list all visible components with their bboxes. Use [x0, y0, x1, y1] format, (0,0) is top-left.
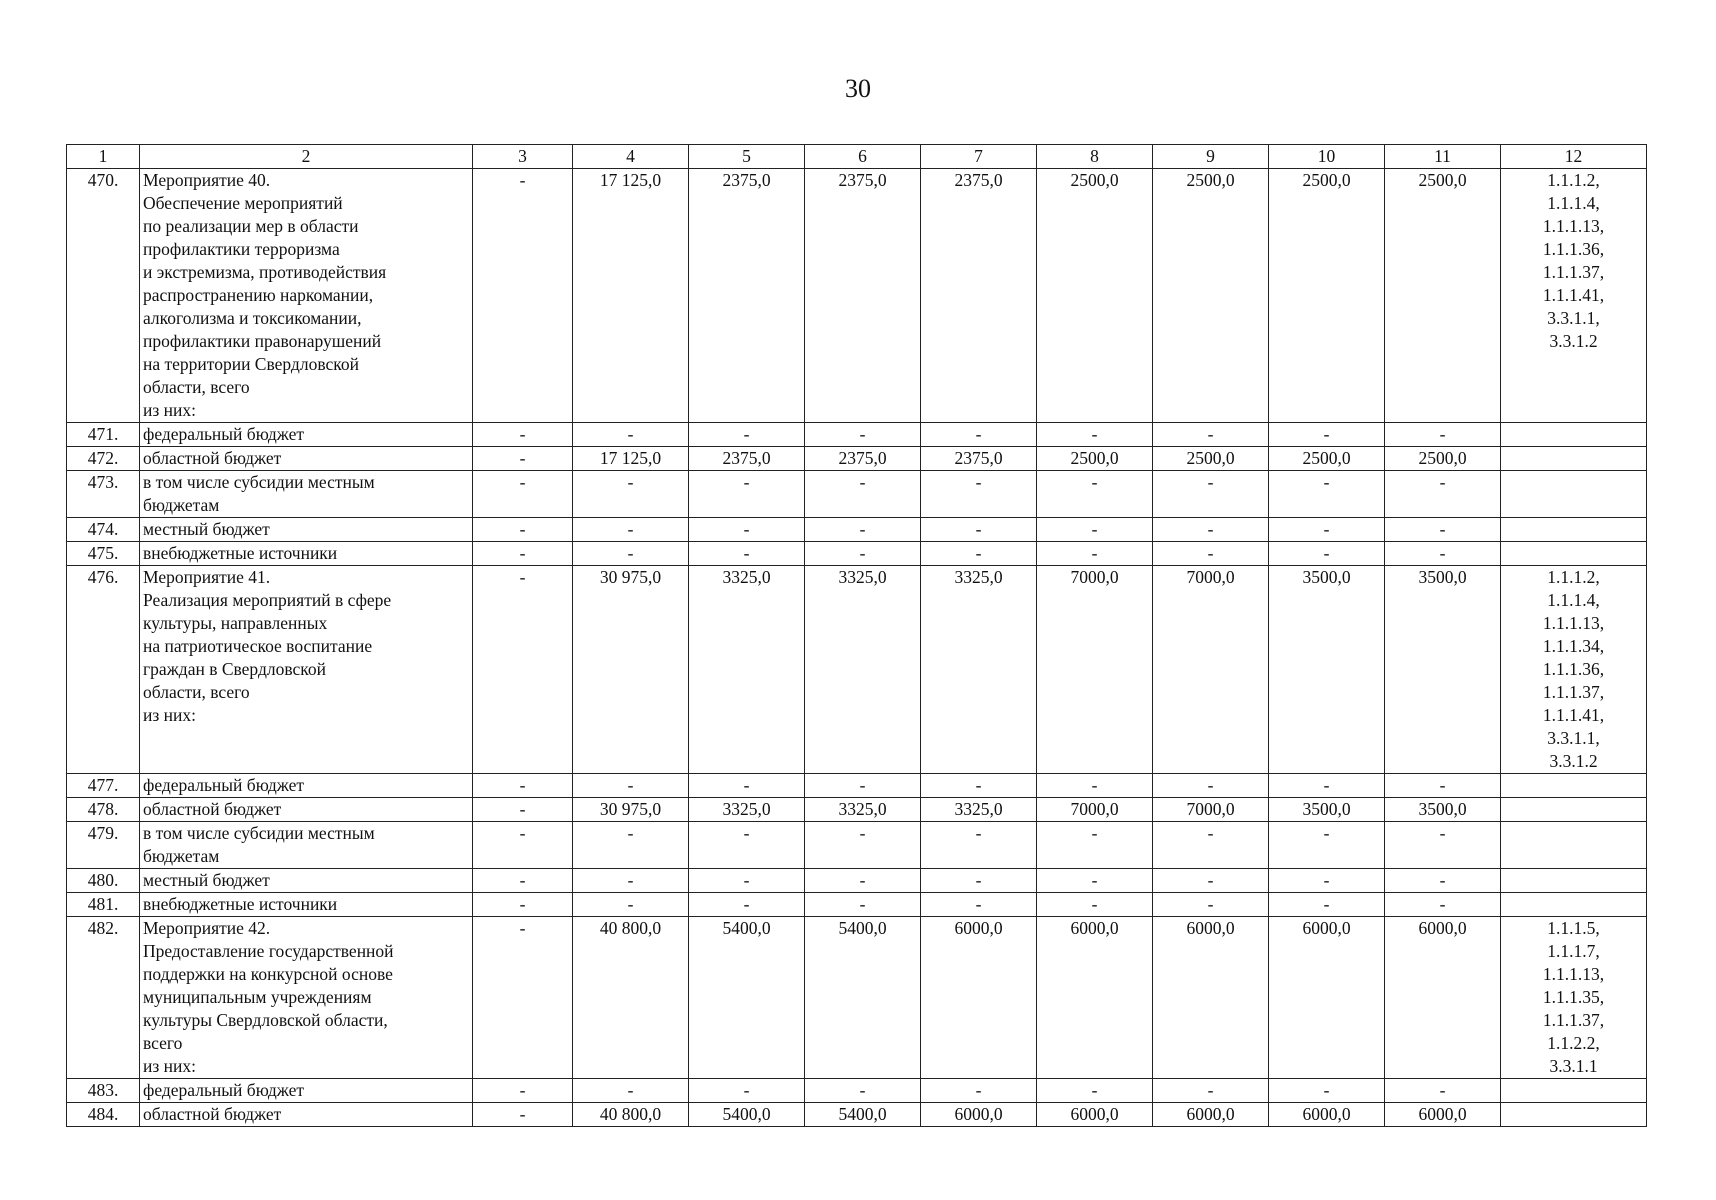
- row-name-cell: [140, 1079, 473, 1103]
- value-cell-col-9: -: [1153, 518, 1269, 542]
- value-cell-col-6: 5400,0: [805, 1103, 921, 1127]
- row-number: 475.: [67, 542, 140, 566]
- target-refs-cell: [1501, 471, 1647, 518]
- value-cell-col-6: -: [805, 1079, 921, 1103]
- value-cell-col-6: 5400,0: [805, 917, 921, 1079]
- row-name-line: федеральный бюджет: [143, 1080, 305, 1100]
- value-cell-col-3: -: [473, 423, 573, 447]
- target-ref: 1.1.1.2,: [1547, 567, 1600, 587]
- value-cell-col-3: -: [473, 169, 573, 423]
- value-cell-col-4: -: [573, 542, 689, 566]
- col-header-11: 11: [1385, 145, 1501, 169]
- value-cell-col-6: -: [805, 893, 921, 917]
- value-cell-col-8: -: [1037, 1079, 1153, 1103]
- row-name-line: области, всего: [143, 682, 250, 702]
- row-name-line: Мероприятие 40.: [143, 170, 271, 190]
- value-cell-col-9: -: [1153, 1079, 1269, 1103]
- row-number: 482.: [67, 917, 140, 1079]
- row-name-line: области, всего: [143, 377, 250, 397]
- target-ref: 1.1.1.37,: [1542, 682, 1605, 702]
- table-row: [67, 566, 1647, 774]
- value-cell-col-10: -: [1269, 774, 1385, 798]
- row-name-line: областной бюджет: [143, 1104, 282, 1124]
- value-cell-col-7: 3325,0: [921, 566, 1037, 774]
- row-name-cell: [140, 893, 473, 917]
- value-cell-col-10: 3500,0: [1269, 566, 1385, 774]
- value-cell-col-4: 17 125,0: [573, 169, 689, 423]
- value-cell-col-6: 3325,0: [805, 566, 921, 774]
- value-cell-col-8: 6000,0: [1037, 1103, 1153, 1127]
- value-cell-col-11: -: [1385, 518, 1501, 542]
- row-number: 476.: [67, 566, 140, 774]
- target-ref: 1.1.1.2,: [1547, 170, 1600, 190]
- value-cell-col-10: -: [1269, 1079, 1385, 1103]
- value-cell-col-11: -: [1385, 423, 1501, 447]
- value-cell-col-8: -: [1037, 893, 1153, 917]
- value-cell-col-6: -: [805, 542, 921, 566]
- row-name-line: культуры Свердловской области,: [143, 1010, 388, 1030]
- target-ref: 1.1.1.7,: [1547, 941, 1600, 961]
- value-cell-col-5: 3325,0: [689, 798, 805, 822]
- value-cell-col-6: 2375,0: [805, 447, 921, 471]
- col-header-9: 9: [1153, 145, 1269, 169]
- target-ref: 1.1.1.4,: [1547, 193, 1600, 213]
- value-cell-col-3: -: [473, 917, 573, 1079]
- col-header-1: 1: [67, 145, 140, 169]
- row-name-line: внебюджетные источники: [143, 543, 338, 563]
- row-number: 472.: [67, 447, 140, 471]
- target-ref: 1.1.1.36,: [1542, 659, 1605, 679]
- table-row: [67, 869, 1647, 893]
- row-name-line: Предоставление государственной: [143, 941, 394, 961]
- row-name-line: на территории Свердловской: [143, 354, 359, 374]
- target-ref: 1.1.1.4,: [1547, 590, 1600, 610]
- value-cell-col-4: -: [573, 423, 689, 447]
- value-cell-col-5: -: [689, 518, 805, 542]
- value-cell-col-9: 7000,0: [1153, 566, 1269, 774]
- row-number: 478.: [67, 798, 140, 822]
- value-cell-col-4: 17 125,0: [573, 447, 689, 471]
- col-header-8: 8: [1037, 145, 1153, 169]
- value-cell-col-4: -: [573, 471, 689, 518]
- value-cell-col-6: 3325,0: [805, 798, 921, 822]
- value-cell-col-5: -: [689, 869, 805, 893]
- table-row: [67, 893, 1647, 917]
- row-name-line: распространению наркомании,: [143, 285, 374, 305]
- row-number: 479.: [67, 822, 140, 869]
- value-cell-col-10: -: [1269, 893, 1385, 917]
- row-name-line: Реализация мероприятий в сфере: [143, 590, 392, 610]
- value-cell-col-11: 6000,0: [1385, 1103, 1501, 1127]
- row-name-line: местный бюджет: [143, 519, 270, 539]
- row-name-line: муниципальным учреждениям: [143, 987, 372, 1007]
- value-cell-col-9: -: [1153, 869, 1269, 893]
- value-cell-col-7: -: [921, 471, 1037, 518]
- value-cell-col-10: -: [1269, 542, 1385, 566]
- value-cell-col-11: -: [1385, 869, 1501, 893]
- col-header-5: 5: [689, 145, 805, 169]
- value-cell-col-8: -: [1037, 518, 1153, 542]
- value-cell-col-7: -: [921, 542, 1037, 566]
- row-name-line: поддержки на конкурсной основе: [143, 964, 393, 984]
- value-cell-col-5: -: [689, 423, 805, 447]
- value-cell-col-11: 3500,0: [1385, 798, 1501, 822]
- page-number: 30: [845, 74, 871, 103]
- row-name-cell: [140, 1103, 473, 1127]
- value-cell-col-7: -: [921, 822, 1037, 869]
- value-cell-col-7: 6000,0: [921, 917, 1037, 1079]
- value-cell-col-9: -: [1153, 893, 1269, 917]
- target-ref: 3.3.1.1,: [1547, 728, 1600, 748]
- target-refs-cell: [1501, 1103, 1647, 1127]
- value-cell-col-7: 2375,0: [921, 447, 1037, 471]
- value-cell-col-10: 6000,0: [1269, 1103, 1385, 1127]
- value-cell-col-11: -: [1385, 1079, 1501, 1103]
- value-cell-col-4: 30 975,0: [573, 566, 689, 774]
- value-cell-col-3: -: [473, 798, 573, 822]
- value-cell-col-7: 6000,0: [921, 1103, 1037, 1127]
- row-number: 484.: [67, 1103, 140, 1127]
- value-cell-col-9: 6000,0: [1153, 1103, 1269, 1127]
- row-name-line: в том числе субсидии местным: [143, 472, 375, 492]
- value-cell-col-5: -: [689, 471, 805, 518]
- target-ref: 3.3.1.2: [1549, 331, 1598, 351]
- value-cell-col-10: -: [1269, 471, 1385, 518]
- value-cell-col-8: -: [1037, 542, 1153, 566]
- value-cell-col-11: -: [1385, 542, 1501, 566]
- value-cell-col-3: -: [473, 1103, 573, 1127]
- row-name-line: из них:: [143, 1056, 196, 1076]
- target-ref: 1.1.1.37,: [1542, 262, 1605, 282]
- target-refs-cell: [1501, 917, 1647, 1079]
- value-cell-col-11: 6000,0: [1385, 917, 1501, 1079]
- value-cell-col-4: -: [573, 1079, 689, 1103]
- value-cell-col-11: -: [1385, 893, 1501, 917]
- value-cell-col-3: -: [473, 869, 573, 893]
- row-number: 474.: [67, 518, 140, 542]
- value-cell-col-8: -: [1037, 822, 1153, 869]
- table-body: [67, 169, 1647, 1127]
- row-name-cell: [140, 566, 473, 774]
- value-cell-col-3: -: [473, 542, 573, 566]
- row-name-cell: [140, 917, 473, 1079]
- value-cell-col-4: 40 800,0: [573, 1103, 689, 1127]
- value-cell-col-9: 6000,0: [1153, 917, 1269, 1079]
- row-number: 483.: [67, 1079, 140, 1103]
- value-cell-col-4: 40 800,0: [573, 917, 689, 1079]
- value-cell-col-4: -: [573, 869, 689, 893]
- value-cell-col-9: -: [1153, 471, 1269, 518]
- value-cell-col-10: 3500,0: [1269, 798, 1385, 822]
- col-header-4: 4: [573, 145, 689, 169]
- value-cell-col-7: -: [921, 423, 1037, 447]
- row-name-line: бюджетам: [143, 846, 220, 866]
- value-cell-col-4: -: [573, 893, 689, 917]
- value-cell-col-8: 6000,0: [1037, 917, 1153, 1079]
- value-cell-col-5: -: [689, 822, 805, 869]
- value-cell-col-3: -: [473, 893, 573, 917]
- value-cell-col-9: 2500,0: [1153, 169, 1269, 423]
- target-ref: 3.3.1.1,: [1547, 308, 1600, 328]
- row-name-cell: [140, 169, 473, 423]
- table-row: [67, 518, 1647, 542]
- value-cell-col-5: -: [689, 1079, 805, 1103]
- row-name-line: внебюджетные источники: [143, 894, 338, 914]
- value-cell-col-6: -: [805, 822, 921, 869]
- header-row: [67, 145, 1647, 169]
- row-name-line: профилактики терроризма: [143, 239, 340, 259]
- row-name-line: культуры, направленных: [143, 613, 328, 633]
- value-cell-col-3: -: [473, 518, 573, 542]
- value-cell-col-8: 2500,0: [1037, 447, 1153, 471]
- value-cell-col-6: -: [805, 518, 921, 542]
- table-row: [67, 471, 1647, 518]
- target-refs-cell: [1501, 774, 1647, 798]
- col-header-3: 3: [473, 145, 573, 169]
- value-cell-col-5: -: [689, 774, 805, 798]
- target-ref: 1.1.1.34,: [1542, 636, 1605, 656]
- row-name-line: по реализации мер в области: [143, 216, 359, 236]
- row-number: 473.: [67, 471, 140, 518]
- value-cell-col-8: -: [1037, 423, 1153, 447]
- row-number: 471.: [67, 423, 140, 447]
- table-row: [67, 447, 1647, 471]
- value-cell-col-4: -: [573, 822, 689, 869]
- row-name-cell: [140, 798, 473, 822]
- row-name-cell: [140, 423, 473, 447]
- value-cell-col-6: 2375,0: [805, 169, 921, 423]
- value-cell-col-8: -: [1037, 774, 1153, 798]
- value-cell-col-7: -: [921, 774, 1037, 798]
- value-cell-col-3: -: [473, 471, 573, 518]
- row-name-line: Обеспечение мероприятий: [143, 193, 343, 213]
- target-refs-cell: [1501, 542, 1647, 566]
- row-name-line: бюджетам: [143, 495, 220, 515]
- row-name-cell: [140, 518, 473, 542]
- value-cell-col-5: -: [689, 893, 805, 917]
- value-cell-col-9: -: [1153, 822, 1269, 869]
- value-cell-col-9: -: [1153, 542, 1269, 566]
- row-number: 481.: [67, 893, 140, 917]
- row-name-line: в том числе субсидии местным: [143, 823, 375, 843]
- target-refs-cell: [1501, 423, 1647, 447]
- target-ref: 1.1.1.41,: [1542, 705, 1605, 725]
- value-cell-col-7: -: [921, 518, 1037, 542]
- row-name-line: местный бюджет: [143, 870, 270, 890]
- value-cell-col-8: -: [1037, 471, 1153, 518]
- row-name-line: областной бюджет: [143, 799, 282, 819]
- row-name-line: из них:: [143, 400, 196, 420]
- row-name-line: областной бюджет: [143, 448, 282, 468]
- value-cell-col-6: -: [805, 774, 921, 798]
- row-name-line: профилактики правонарушений: [143, 331, 382, 351]
- value-cell-col-9: -: [1153, 774, 1269, 798]
- target-ref: 1.1.1.13,: [1542, 964, 1605, 984]
- table-row: [67, 542, 1647, 566]
- row-number: 470.: [67, 169, 140, 423]
- target-refs-cell: [1501, 447, 1647, 471]
- value-cell-col-7: 3325,0: [921, 798, 1037, 822]
- value-cell-col-6: -: [805, 869, 921, 893]
- value-cell-col-11: -: [1385, 774, 1501, 798]
- value-cell-col-9: 7000,0: [1153, 798, 1269, 822]
- table-row: [67, 423, 1647, 447]
- value-cell-col-10: -: [1269, 423, 1385, 447]
- col-header-7: 7: [921, 145, 1037, 169]
- row-name-line: на патриотическое воспитание: [143, 636, 373, 656]
- table-row: [67, 1103, 1647, 1127]
- target-refs-cell: [1501, 518, 1647, 542]
- value-cell-col-9: 2500,0: [1153, 447, 1269, 471]
- row-name-line: Мероприятие 42.: [143, 918, 271, 938]
- value-cell-col-11: -: [1385, 822, 1501, 869]
- table-row: [67, 917, 1647, 1079]
- col-header-6: 6: [805, 145, 921, 169]
- value-cell-col-5: 2375,0: [689, 169, 805, 423]
- value-cell-col-5: -: [689, 542, 805, 566]
- value-cell-col-3: -: [473, 822, 573, 869]
- table-row: [67, 798, 1647, 822]
- value-cell-col-6: -: [805, 471, 921, 518]
- row-name-cell: [140, 471, 473, 518]
- row-name-cell: [140, 542, 473, 566]
- row-name-line: всего: [143, 1033, 183, 1053]
- value-cell-col-10: 6000,0: [1269, 917, 1385, 1079]
- value-cell-col-10: 2500,0: [1269, 447, 1385, 471]
- value-cell-col-5: 3325,0: [689, 566, 805, 774]
- row-name-line: федеральный бюджет: [143, 775, 305, 795]
- value-cell-col-10: -: [1269, 518, 1385, 542]
- row-name-line: Мероприятие 41.: [143, 567, 271, 587]
- value-cell-col-9: -: [1153, 423, 1269, 447]
- value-cell-col-11: 3500,0: [1385, 566, 1501, 774]
- col-header-12: 12: [1501, 145, 1647, 169]
- value-cell-col-4: -: [573, 518, 689, 542]
- target-refs-cell: [1501, 869, 1647, 893]
- value-cell-col-10: 2500,0: [1269, 169, 1385, 423]
- value-cell-col-11: -: [1385, 471, 1501, 518]
- target-refs-cell: [1501, 893, 1647, 917]
- row-name-line: из них:: [143, 705, 196, 725]
- value-cell-col-11: 2500,0: [1385, 169, 1501, 423]
- target-ref: 1.1.2.2,: [1547, 1033, 1600, 1053]
- value-cell-col-5: 5400,0: [689, 1103, 805, 1127]
- row-name-cell: [140, 447, 473, 471]
- value-cell-col-10: -: [1269, 869, 1385, 893]
- target-refs-cell: [1501, 798, 1647, 822]
- target-ref: 3.3.1.2: [1549, 751, 1598, 771]
- value-cell-col-11: 2500,0: [1385, 447, 1501, 471]
- target-refs-cell: [1501, 566, 1647, 774]
- value-cell-col-8: 7000,0: [1037, 566, 1153, 774]
- value-cell-col-3: -: [473, 566, 573, 774]
- row-name-line: и экстремизма, противодействия: [143, 262, 387, 282]
- target-ref: 3.3.1.1: [1549, 1056, 1598, 1076]
- value-cell-col-3: -: [473, 774, 573, 798]
- row-name-cell: [140, 822, 473, 869]
- target-ref: 1.1.1.13,: [1542, 216, 1605, 236]
- budget-table: [66, 144, 1647, 1127]
- col-header-10: 10: [1269, 145, 1385, 169]
- row-name-line: алкоголизма и токсикомании,: [143, 308, 362, 328]
- target-refs-cell: [1501, 1079, 1647, 1103]
- value-cell-col-8: -: [1037, 869, 1153, 893]
- value-cell-col-4: -: [573, 774, 689, 798]
- target-ref: 1.1.1.35,: [1542, 987, 1605, 1007]
- target-refs-cell: [1501, 169, 1647, 423]
- target-ref: 1.1.1.13,: [1542, 613, 1605, 633]
- row-number: 480.: [67, 869, 140, 893]
- value-cell-col-3: -: [473, 1079, 573, 1103]
- value-cell-col-7: 2375,0: [921, 169, 1037, 423]
- row-name-line: федеральный бюджет: [143, 424, 305, 444]
- table-row: [67, 822, 1647, 869]
- row-name-cell: [140, 869, 473, 893]
- value-cell-col-5: 5400,0: [689, 917, 805, 1079]
- table-row: [67, 169, 1647, 423]
- target-refs-cell: [1501, 822, 1647, 869]
- value-cell-col-5: 2375,0: [689, 447, 805, 471]
- row-name-line: граждан в Свердловской: [143, 659, 326, 679]
- target-ref: 1.1.1.5,: [1547, 918, 1600, 938]
- value-cell-col-7: -: [921, 1079, 1037, 1103]
- value-cell-col-8: 2500,0: [1037, 169, 1153, 423]
- value-cell-col-7: -: [921, 869, 1037, 893]
- target-ref: 1.1.1.41,: [1542, 285, 1605, 305]
- value-cell-col-7: -: [921, 893, 1037, 917]
- value-cell-col-6: -: [805, 423, 921, 447]
- target-ref: 1.1.1.36,: [1542, 239, 1605, 259]
- table-row: [67, 774, 1647, 798]
- value-cell-col-4: 30 975,0: [573, 798, 689, 822]
- target-ref: 1.1.1.37,: [1542, 1010, 1605, 1030]
- value-cell-col-8: 7000,0: [1037, 798, 1153, 822]
- value-cell-col-10: -: [1269, 822, 1385, 869]
- row-number: 477.: [67, 774, 140, 798]
- row-name-cell: [140, 774, 473, 798]
- table-row: [67, 1079, 1647, 1103]
- col-header-2: 2: [140, 145, 473, 169]
- value-cell-col-3: -: [473, 447, 573, 471]
